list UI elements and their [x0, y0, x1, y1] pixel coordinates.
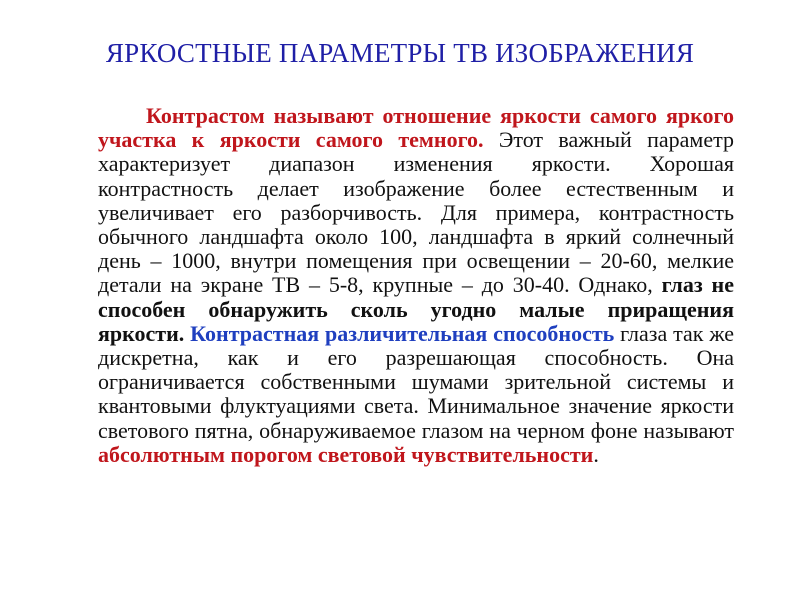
contrast-resolution-term: Контрастная различительная способность: [190, 320, 615, 346]
slide-title: ЯРКОСТНЫЕ ПАРАМЕТРЫ ТВ ИЗОБРАЖЕНИЯ: [105, 38, 695, 68]
body-text-part-2: глаза так же дискретна, как и его разрешающая способность. Она ограничивается собственными шумами зрительной системы и квантовыми флуктуациями света. Минимальное значение яркости светового пятна, обнаруживаемое глазом на черном фоне называют: [98, 320, 734, 443]
absolute-threshold-term: абсолютным порогом световой чувствительности: [98, 441, 594, 467]
eye-limit-statement: глаз не способен обнаружить сколь угодно малые приращения яркости.: [98, 272, 734, 346]
contrast-definition: Контрастом называют отношение яркости самого яркого участка к яркости самого темного.: [98, 103, 734, 153]
body-paragraph: [98, 104, 734, 467]
body-text-end: .: [593, 441, 599, 467]
body-text-part-1: Этот важный параметр характеризует диапазон изменения яркости. Хорошая контрастность делает изображение более естественным и увеличивает его разборчивость. Для примера, контрастность обычного ландшафта около 100, ландшафта в яркий солнечный день – 1000, внутри помещения при освещении – 20-60, мелкие детали на экране ТВ – 5-8, крупные – до 30-40. Однако,: [98, 127, 734, 298]
